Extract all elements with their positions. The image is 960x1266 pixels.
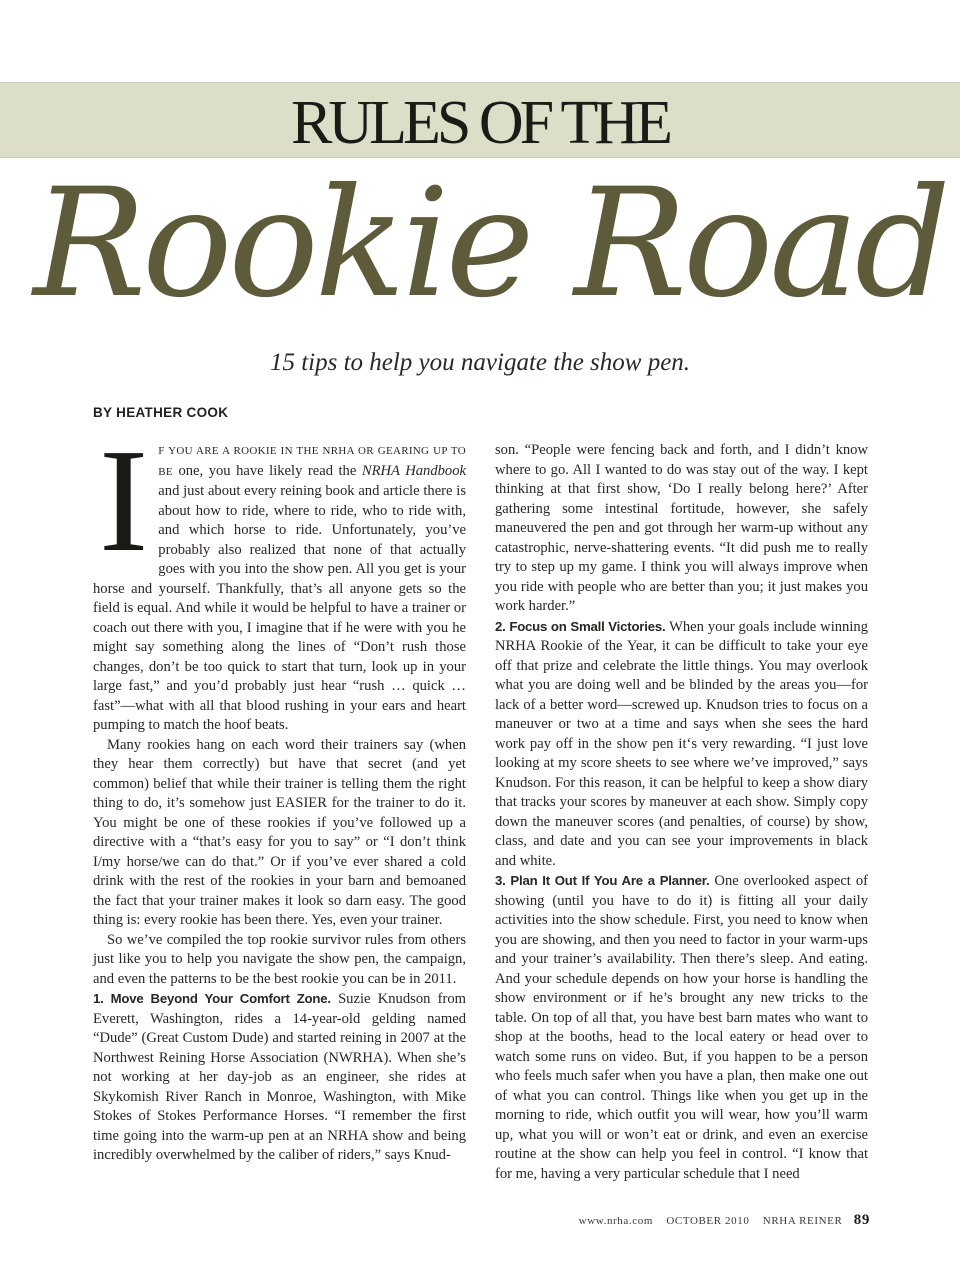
tip-1 bbox=[93, 989, 466, 1166]
intro-text-b: and just about every reining book and article there is about how to ride, where to ride, who to ride with, and which horse to ride. Unfortunately, you’ve probably also realized that none of that actually goes with you into the show pen. All you get is your horse and yourself. Thankfully, that’s all anyone gets so the field is equal. And while it would be helpful to have a trainer or coach out there with you, I imagine that if he were with you he might say something along the lines of “Don’t rush those changes, don’t be too quick to start that turn, look up in your large fast,” and you’d probably just hear “rush … quick … fast”—what with all that blood rushing in your ears and heart pumping to match the hoof beats. bbox=[93, 483, 466, 733]
headline: RULES OF THE bbox=[290, 89, 669, 157]
paragraph-3: So we’ve compiled the top rookie survivor rules from others just like you to help you navigate the show pen, the campaign, and even the patterns to be the best rookie you can be in 2011. bbox=[93, 931, 466, 987]
handbook-title: NRHA Handbook bbox=[361, 462, 466, 479]
tip-3 bbox=[495, 871, 868, 1184]
footer-url: www.nrha.com bbox=[578, 1215, 653, 1227]
tip-2-heading: 2. Focus on Small Victories. bbox=[495, 618, 666, 634]
script-title-text: Rookie Road bbox=[33, 157, 947, 331]
tip-2-body: When your goals include winning NRHA Rookie of the Year, it can be difficult to take your eye off that prize and celebrate the little things. You may overlook what you are doing well and be blinded by the areas you—for lack of a better word—screwed up. Knudson tries to focus on a maneuver or two at a time and says when she sees the hard work pay off in the show pen it‘s very rewarding. “I just love looking at my score sheets to see where we’ve improved,” says Knudson. For this reason, it can be helpful to keep a show diary that tracks your scores by maneuver at each show. Simply copy down the maneuver scores (and penalties, of course) by show, class, and date and you can see your improvements in black and white. bbox=[495, 618, 868, 869]
page-number: 89 bbox=[853, 1212, 870, 1228]
footer-issue: OCTOBER 2010 bbox=[666, 1215, 750, 1227]
tip-1-body: Suzie Knudson from Everett, Washington, rides a 14-year-old gelding named “Dude” (Great Custom Dude) and started reining in 2007 at the Northwest Reining Horse Association (NWRHA). When she’s not working at her day-job as an engineer, she rides at Skykomish River Ranch in Monroe, Washington, with Mike Stokes of Stokes Performance Horses. “I remember the first time going into the warm-up pen at an NRHA show and being incredibly overwhelmed by the caliber of riders,” says Knud- bbox=[93, 991, 466, 1163]
tip-1-continued: son. “People were fencing back and forth, and I didn’t know where to go. All I wanted to do was stay out of the way. I kept thinking at that first show, ‘Do I really belong here?’ After gathering some intestinal fortitude, however, she safely maneuvered the pen and got through her warm-up without any catastrophic, nerve-shattering events. “It did push me to really try to step up my game. I think you will always improve when you ride with people who are better than you; it just makes you work harder.” bbox=[495, 442, 868, 614]
tip-2 bbox=[495, 617, 868, 872]
subtitle: 15 tips to help you navigate the show pen. bbox=[269, 349, 691, 376]
article-column-right bbox=[495, 441, 868, 1184]
page-footer bbox=[0, 1212, 870, 1229]
drop-cap: I bbox=[99, 419, 149, 583]
intro-smallcaps: F YOU ARE A ROOKIE IN THE NRHA OR GEARING UP TO BE bbox=[158, 445, 466, 478]
footer-magazine: NRHA REINER bbox=[762, 1215, 843, 1227]
byline: BY HEATHER COOK bbox=[93, 405, 229, 420]
article-column-left bbox=[93, 419, 466, 1166]
tip-1-heading: 1. Move Beyond Your Comfort Zone. bbox=[93, 991, 331, 1006]
intro-text-a: one, you have likely read the bbox=[172, 462, 362, 479]
tip-3-body: One overlooked aspect of showing (until you have to do it) is fitting all your daily activities into the show schedule. First, you need to know when you are showing, and then you need to factor in your warm-ups and your trainer’s availability. Then there’s sleep. And eating. And your schedule depends on how your horse is handling the show environment or if he’s brought any new tricks to the table. On top of all that, you have best barn mates who want to shop at the booths, head to the local eatery or head over to watch some runs on video. But, if you happen to be a person who feels much safer when you have a plan, then make one out of what you can control. Things like when you get up in the morning to ride, which outfit you will wear, how you’ll warm up, what you will or won’t eat or drink, and even an exercise routine at the show can help you feel in control. “I know that for me, having a very particular schedule that I need bbox=[495, 873, 869, 1182]
intro-paragraph bbox=[93, 419, 466, 736]
tip-3-heading: 3. Plan It Out If You Are a Planner. bbox=[495, 873, 710, 888]
paragraph-2: Many rookies hang on each word their trainers say (when they hear them correctly) but have that secret (and yet common) belief that while their trainer is telling them the right thing to do, it’s somehow just EASIER for the trainer to do it. You might be one of these rookies if you’ve followed up a directive with a “that’s easy for you to say” or “I don’t think I/my horse/we can do that.” Or if you’ve ever shared a cold drink with the rest of the rookies in your barn and bemoaned the fact that your trainer makes it look so darn easy. The good thing is: every rookie has been there. Yes, even your trainer. bbox=[93, 736, 466, 928]
script-title bbox=[33, 157, 947, 340]
